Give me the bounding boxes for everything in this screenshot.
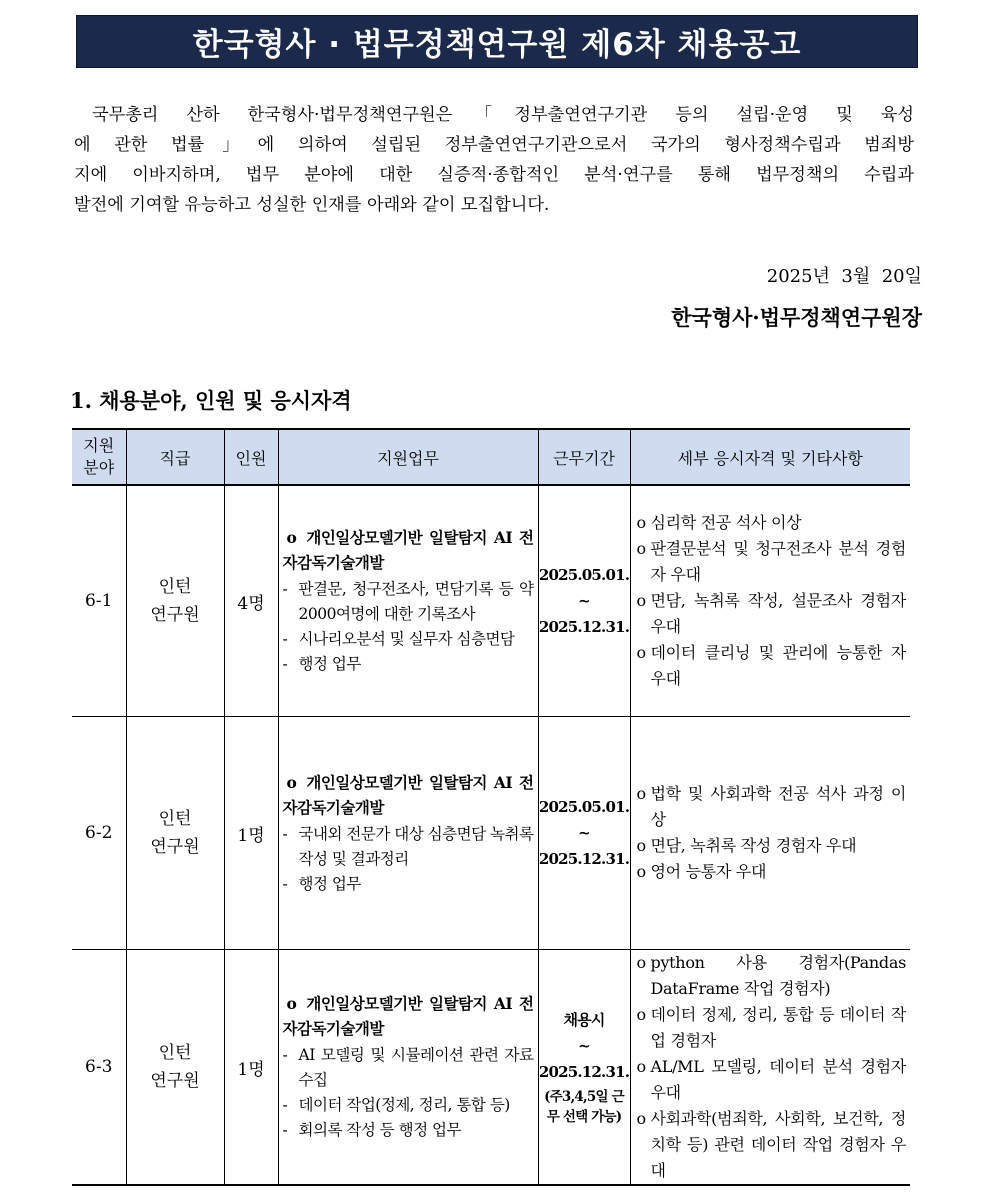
period-start: 2025.05.01. [538,566,630,584]
intro-line: 발전에 기여할 유능하고 성실한 인재를 아래와 같이 모집합니다. [74,195,550,215]
table-row [72,485,910,717]
circle-bullet-icon: o [636,643,647,662]
duty-title [283,770,534,820]
intro-paragraph [74,100,914,220]
dept-cell: 6-2 [72,717,126,950]
header-headcount: 인원 [224,429,278,485]
duty-title-text: 개인일상모델기반 일탈탐지 AI 전자감독기술개발 [282,994,534,1038]
duty-item [283,872,534,897]
qual-item [637,536,907,588]
qual-item [637,1002,907,1054]
bullet-mark: o [286,994,297,1013]
duty-text: 데이터 작업(정제, 정리, 통합 등) [298,1096,510,1114]
section-title: 1. 채용분야, 인원 및 응시자격 [70,388,352,413]
dash-mark: - [282,1096,288,1114]
qual-text: 면담, 녹취록 작성 경험자 우대 [650,836,857,855]
duties-cell [278,950,538,1186]
qual-text: 데이터 클리닝 및 관리에 능통한 자 우대 [650,643,906,688]
recruitment-table [72,428,910,1186]
qual-item [637,950,907,1002]
headcount-cell: 1명 [224,717,278,950]
intro-line: 국무총리 산하 한국형사·법무정책연구원은「정부출연연구기관 등의 설립·운영 및 육성 [92,105,914,125]
duty-item [283,1118,534,1143]
position-cell [126,717,224,950]
header-dept-line: 분야 [83,458,115,477]
qual-text: 데이터 정제, 정리, 통합 등 데이터 작업 경험자 [650,1005,906,1050]
duty-text: AI 모델링 및 시뮬레이션 관련 자료수집 [298,1046,534,1089]
qual-item [637,510,907,536]
qual-item [637,859,907,885]
duty-title-text: 개인일상모델기반 일탈탐지 AI 전자감독기술개발 [282,772,534,817]
period-separator: ~ [578,1037,590,1055]
dash-mark: - [282,580,288,598]
period-start: 채용시 [563,1011,605,1029]
intro-line: 지에 이바지하며, 법무 분야에 대한 실증적·종합적인 분석·연구를 통해 법무정책의 수립과 [74,165,914,185]
position-line: 연구원 [150,837,200,857]
quals-cell [630,485,910,717]
header-quals: 세부 응시자격 및 기타사항 [630,429,910,485]
period-end: 2025.12.31. [538,618,630,636]
qual-text: AL/ML 모델링, 데이터 분석 경험자 우대 [650,1057,906,1102]
circle-bullet-icon: o [636,953,647,972]
duty-text: 시나리오분석 및 실무자 심층면담 [298,630,515,648]
headcount-cell: 4명 [224,485,278,717]
headcount-cell: 1명 [224,950,278,1186]
duties-cell [278,485,538,717]
dash-mark: - [282,824,288,843]
header-dept [72,429,126,485]
period-end: 2025.12.31. [538,1063,630,1081]
duty-item [283,1093,534,1118]
bullet-mark: o [286,772,297,792]
duty-text: 판결문, 청구전조사, 면담기록 등 약 2000여명에 대한 기록조사 [298,580,534,623]
issuer-name: 한국형사·법무정책연구원장 [671,305,922,330]
qual-item [637,781,907,833]
qual-item [637,588,907,640]
position-line: 인턴 [158,1043,192,1063]
qual-item [637,1054,907,1106]
circle-bullet-icon: o [636,513,647,532]
duty-text: 행정 업무 [298,874,361,893]
duty-item [283,1043,534,1093]
table-header-row [72,429,910,485]
dash-mark: - [282,1121,288,1139]
header-duties: 지원업무 [278,429,538,485]
period-cell [538,717,630,950]
dash-mark: - [282,1046,288,1064]
dash-mark: - [282,655,288,673]
circle-bullet-icon: o [636,784,647,803]
period-cell [538,485,630,717]
quals-cell [630,717,910,950]
circle-bullet-icon: o [636,539,647,558]
circle-bullet-icon: o [636,591,647,610]
qual-text: 사회과학(범죄학, 사회학, 보건학, 정치학 등) 관련 데이터 작업 경험자 우대 [650,1109,906,1180]
duty-title [283,525,534,575]
qual-text: 판결문분석 및 청구전조사 분석 경험자 우대 [650,539,906,584]
duty-title [283,991,534,1041]
dept-cell: 6-1 [72,485,126,717]
qual-item [637,833,907,859]
dept-cell: 6-3 [72,950,126,1186]
dash-mark: - [282,874,288,893]
notice-title: 한국형사 · 법무정책연구원 제6차 채용공고 [192,27,802,63]
position-line: 인턴 [158,577,192,597]
duties-cell [278,717,538,950]
qual-item [637,1106,907,1184]
dash-mark: - [282,630,288,648]
position-line: 연구원 [150,605,200,625]
notice-title-banner [76,15,918,68]
header-grade: 직급 [126,429,224,485]
period-separator: ~ [578,824,590,842]
notice-date: 2025년 3월 20일 [766,266,922,287]
period-note: (주3,4,5일 근무 선택 가능) [544,1089,624,1125]
duty-item [283,627,534,652]
duty-item [283,822,534,872]
position-line: 연구원 [150,1071,200,1091]
circle-bullet-icon: o [636,1057,647,1076]
duty-item [283,577,534,627]
duty-title-text: 개인일상모델기반 일탈탐지 AI 전자감독기술개발 [282,528,534,572]
header-period: 근무기간 [538,429,630,485]
circle-bullet-icon: o [636,1109,647,1128]
period-start: 2025.05.01. [538,798,630,816]
circle-bullet-icon: o [636,862,647,881]
circle-bullet-icon: o [636,836,647,855]
qual-text: python 사용 경험자(Pandas DataFrame 작업 경험자) [650,953,906,998]
position-line: 인턴 [158,809,192,829]
position-cell [126,485,224,717]
duty-text: 국내외 전문가 대상 심층면담 녹취록 작성 및 결과정리 [298,824,534,868]
duty-item [283,652,534,677]
bullet-mark: o [286,528,297,547]
duty-text: 회의록 작성 등 행정 업무 [298,1121,461,1139]
qual-text: 면담, 녹취록 작성, 설문조사 경험자 우대 [650,591,906,636]
position-cell [126,950,224,1186]
duty-text: 행정 업무 [298,655,361,673]
period-cell [538,950,630,1186]
qual-item [637,640,907,692]
period-end: 2025.12.31. [538,850,630,868]
intro-line: 에 관한 법률」에 의하여 설립된 정부출연연구기관으로서 국가의 형사정책수립과 범죄방 [74,135,914,155]
qual-text: 심리학 전공 석사 이상 [650,513,802,532]
qual-text: 영어 능통자 우대 [650,862,767,881]
quals-cell [630,950,910,1186]
period-separator: ~ [578,592,590,610]
table-row [72,950,910,1186]
header-dept-line: 지원 [83,436,115,455]
circle-bullet-icon: o [636,1005,647,1024]
table-row [72,717,910,950]
qual-text: 법학 및 사회과학 전공 석사 과정 이상 [650,784,906,829]
